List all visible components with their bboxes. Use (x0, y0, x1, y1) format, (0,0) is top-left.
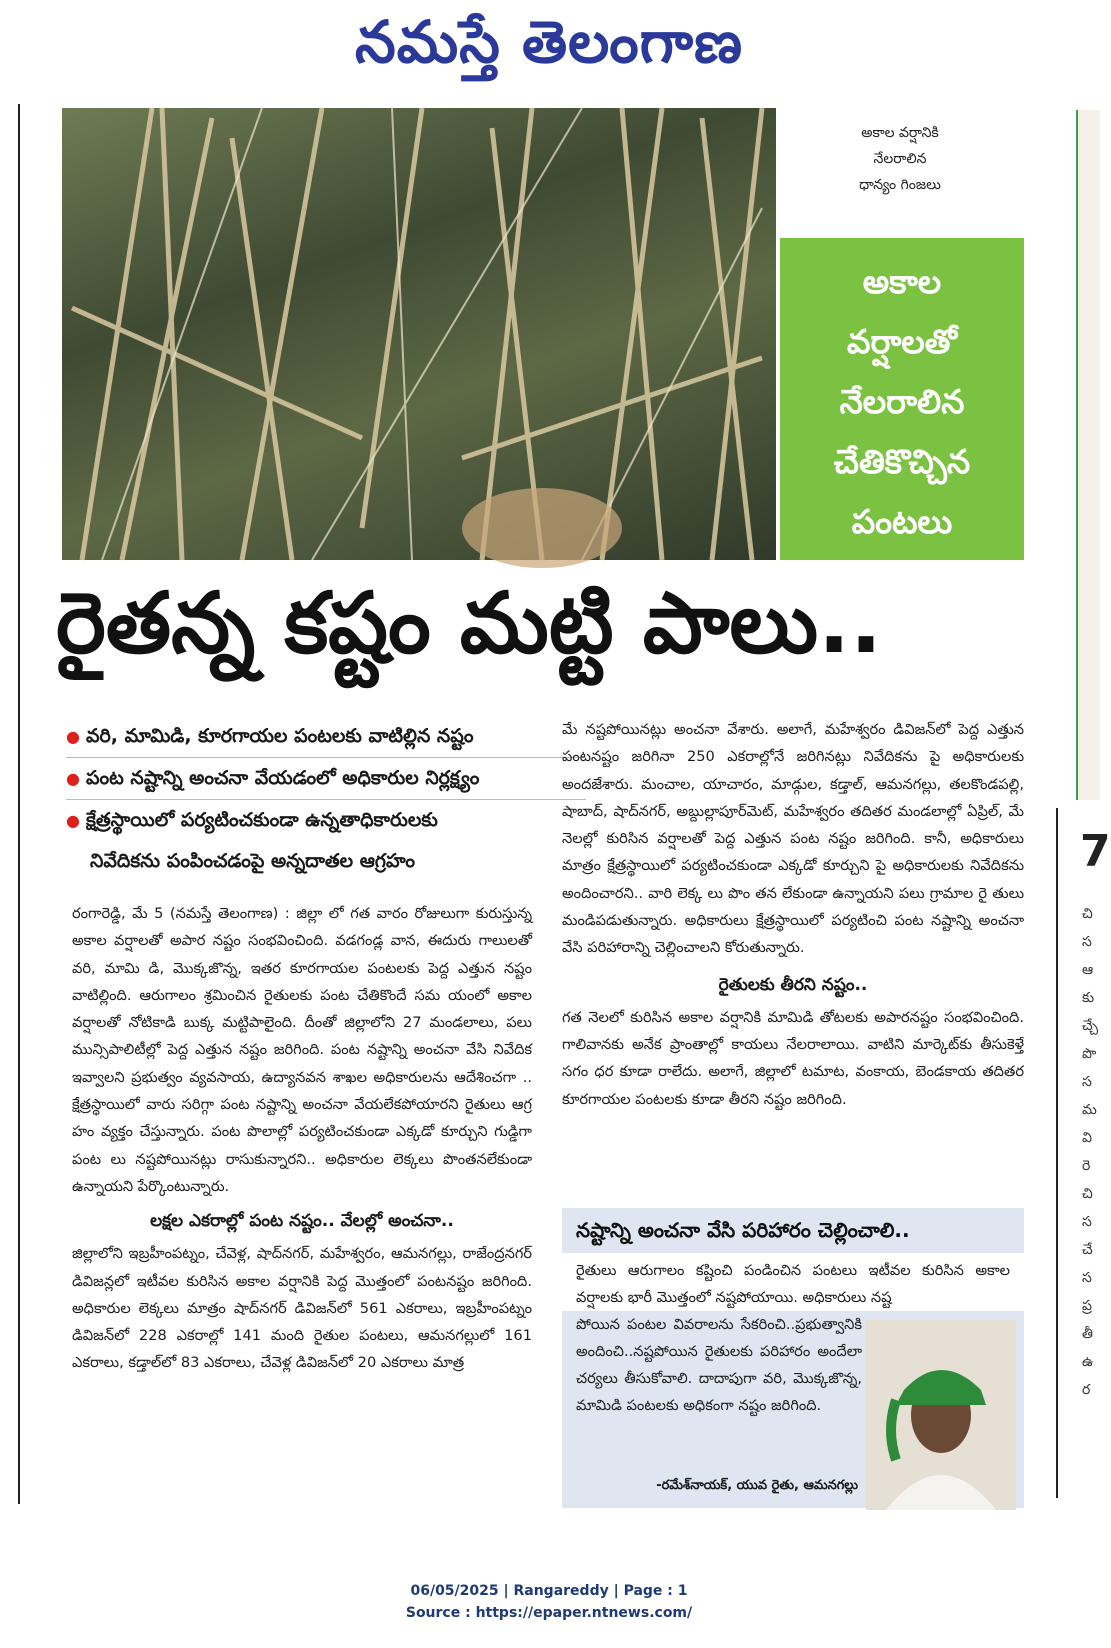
quote-text: రైతులు ఆరుగాలం కష్టించి పండించిన పంటలు ఇటీవల కురిసిన అకాల వర్షాలకు భారీ మొత్తంలో నష్టపోయాయి. అధికారులు నష్ట (562, 1253, 1024, 1311)
farmer-portrait (866, 1320, 1016, 1510)
bullet-item: ● పంట నష్టాన్ని అంచనా వేయడంలో అధికారుల నిర్లక్ష్యం (66, 758, 586, 800)
right-column-rule (1056, 808, 1058, 1498)
article-column-2 (562, 716, 1024, 1113)
masthead-logo: నమస్తే తెలంగాణ (355, 8, 743, 76)
bullet-list (66, 716, 586, 881)
farmer-portrait-illustration (866, 1320, 1016, 1510)
footer-date-line: 06/05/2025 | Rangareddy | Page : 1 (410, 1583, 688, 1599)
headline: రైతన్న కష్టం మట్టి పాలు.. (56, 574, 882, 672)
article-paragraph: జిల్లాలోని ఇబ్రహీంపట్నం, చేవెళ్ల, షాద్‌నగర్, మహేశ్వరం, ఆమనగల్లు, రాజేంద్రనగర్ డివిజన్లలో ఇటీవల కురిసిన అకాల వర్షానికి పెద్ద మొత్తంలో పంటనష్టం జరిగింది. అధికారుల లెక్కలు మాత్రం షాద్‌నగర్ డివిజన్‌లో 561 ఎకరాలు, ఇబ్రహీంపట్నం డివిజన్‌లో 228 ఎకరాల్లో 141 మంది రైతుల పంటలు, ఆమనగల్లులో 161 ఎకరాలు, కడ్తాల్‌లో 83 ఎకరాలు, చేవెళ్ల డివిజన్‌లో 20 ఎకరాలు మాత్ర (72, 1245, 532, 1372)
adjacent-page-photo (1076, 110, 1100, 800)
bullet-item: ● క్షేత్రస్థాయిలో పర్యటించకుండా ఉన్నతాధికారులకు (66, 809, 438, 831)
bullet-continuation: నివేదికను పంపించడంపై అన్నదాతల ఆగ్రహం (90, 850, 416, 872)
red-dot-icon: ● (66, 727, 80, 746)
photo-caption: అకాల వర్షానికి నేలరాలిన ధాన్యం గింజలు (859, 125, 941, 193)
page-footer (0, 1580, 1098, 1624)
red-dot-icon: ● (66, 769, 80, 788)
paddy-straw-illustration (62, 108, 776, 560)
paddy-field-photo (62, 108, 776, 560)
article-paragraph: మే నష్టపోయినట్లు అంచనా వేశారు. అలాగే, మహేశ్వరం డివిజన్‌లో పెద్ద ఎత్తున పంటనష్టం జరిగినా 250 ఎకరాల్లోనే జరిగినట్లు నివేదికను పై అధికారులకు అందజేశారు. మంచాల, యాచారం, మాడ్గుల, కడ్తాల్, ఆమనగల్లు, తలకొండపల్లి, షాబాద్, షాద్‌నగర్, అబ్దుల్లాపూర్‌మెట్, మహేశ్వరం తదితర మండలాల్లో ఏప్రిల్, మే నెలల్లో కురిసిన వర్షాలతో పెద్ద ఎత్తున పంట నష్టం జరిగింది. కానీ, అధికారులు మాత్రం క్షేత్రస్థాయిలో పర్యటించకుండా ఎక్కడో కూర్చుని పై అధికారులకు నివేదికను అందించారని.. వారి లెక్క లు పొం తన లేకుండా ఉన్నాయని పలు గ్రామాల రై తులు మండిపడుతున్నారు. అధికారులు క్షేత్రస్థాయిలో పర్యటించి పంట నష్టాన్ని అంచనా వేసి పరిహారాన్ని చెల్లించాలని కోరుతున్నారు. (562, 721, 1024, 957)
green-highlight-box: అకాల వర్షాలతో నేలరాలిన చేతికొచ్చిన పంటలు (780, 238, 1024, 560)
article-column-1 (72, 900, 532, 1377)
article-paragraph: రంగారెడ్డి, మే 5 (నమస్తే తెలంగాణ) : జిల్లా లో గత వారం రోజులుగా కురుస్తున్న అకాల వర్షాలతో అపార నష్టం సంభవించింది. వడగండ్ల వాన, ఈదురు గాలులతో వరి, మామి డి, మొక్కజొన్న, ఇతర కూరగాయల పంటలకు పెద్ద ఎత్తున నష్టం వాటిల్లింది. ఆరుగాలం శ్రమించిన రైతులకు పంట చేతికొందే సమ యంలో అకాల వర్షాలతో నోటికాడి బుక్క మట్టిపాలైంది. దీంతో జిల్లాలోని 27 మండలాలు, పలు మున్సిపాలిటీల్లో పెద్ద ఎత్తున నష్టం జరిగింది. పంట నష్టాన్ని అంచనా వేసి నివేదిక ఇవ్వాలని ప్రభుత్వం వ్యవసాయ, ఉద్యానవన శాఖల అధికారులను ఆదేశించగా .. క్షేత్రస్థాయిలో వారు సరిగ్గా పంట నష్టాన్ని అంచనా వేయలేకపోయారని రైతులు ఆగ్ర హం వ్యక్తం చేస్తున్నారు. పంట పొలాల్లో పర్యటించకుండా ఎక్కడో కూర్చుని గుడ్డిగా పంట లు నష్టపోయినట్లు రాసుకున్నారని.. అధికారుల లెక్కలు పొంతనలేకుండా ఉన్నాయని పేర్కొంటున్నారు. (72, 905, 532, 1195)
adjacent-page-number: 7 (1080, 826, 1111, 877)
section-subhead: రైతులకు తీరని నష్టం.. (718, 974, 868, 995)
adjacent-page-text: చి స ఆ కు చ్చే పొ స మ వి రె చి స చే స ప్ర తీ ఉ ర (1082, 906, 1099, 1398)
quote-heading: నష్టాన్ని అంచనా వేసి పరిహారం చెల్లించాలి.. (576, 1218, 910, 1242)
quote-signature: -రమేశ్‌నాయక్, యువ రైతు, ఆమనగల్లు (656, 1478, 858, 1493)
red-dot-icon: ● (66, 811, 80, 830)
left-column-rule (18, 104, 20, 1504)
bullet-item: ● వరి, మామిడి, కూరగాయల పంటలకు వాటిల్లిన నష్టం (66, 716, 586, 758)
footer-source-link[interactable]: Source : https://epaper.ntnews.com/ (405, 1605, 693, 1621)
quote-text: పోయిన పంటల వివరాలను సేకరించి..ప్రభుత్వానికి అందించి..నష్టపోయిన రైతులకు పరిహారం అందేలా చర్యలు తీసుకోవాలి. దాదాపుగా వరి, మొక్కజొన్న, మామిడి పంటలకు అధికంగా నష్టం జరిగింది. (576, 1316, 862, 1414)
article-paragraph: గత నెలలో కురిసిన అకాల వర్షానికి మామిడి తోటలకు అపారనష్టం సంభవించింది. గాలివానకు అనేక ప్రాంతాల్లో కాయలు నేలరాలాయి. వాటిని మార్కెట్‌కు తీసుకెళ్తే సగం ధర కూడా రాలేదు. అలాగే, జిల్లాలో టమాట, వంకాయ, బెండకాయ తదితర కూరగాయల పంటలకు కూడా తీరని నష్టం జరిగింది. (562, 1008, 1024, 1108)
section-subhead: లక్షల ఎకరాల్లో పంట నష్టం.. వేలల్లో అంచనా.. (150, 1211, 454, 1232)
